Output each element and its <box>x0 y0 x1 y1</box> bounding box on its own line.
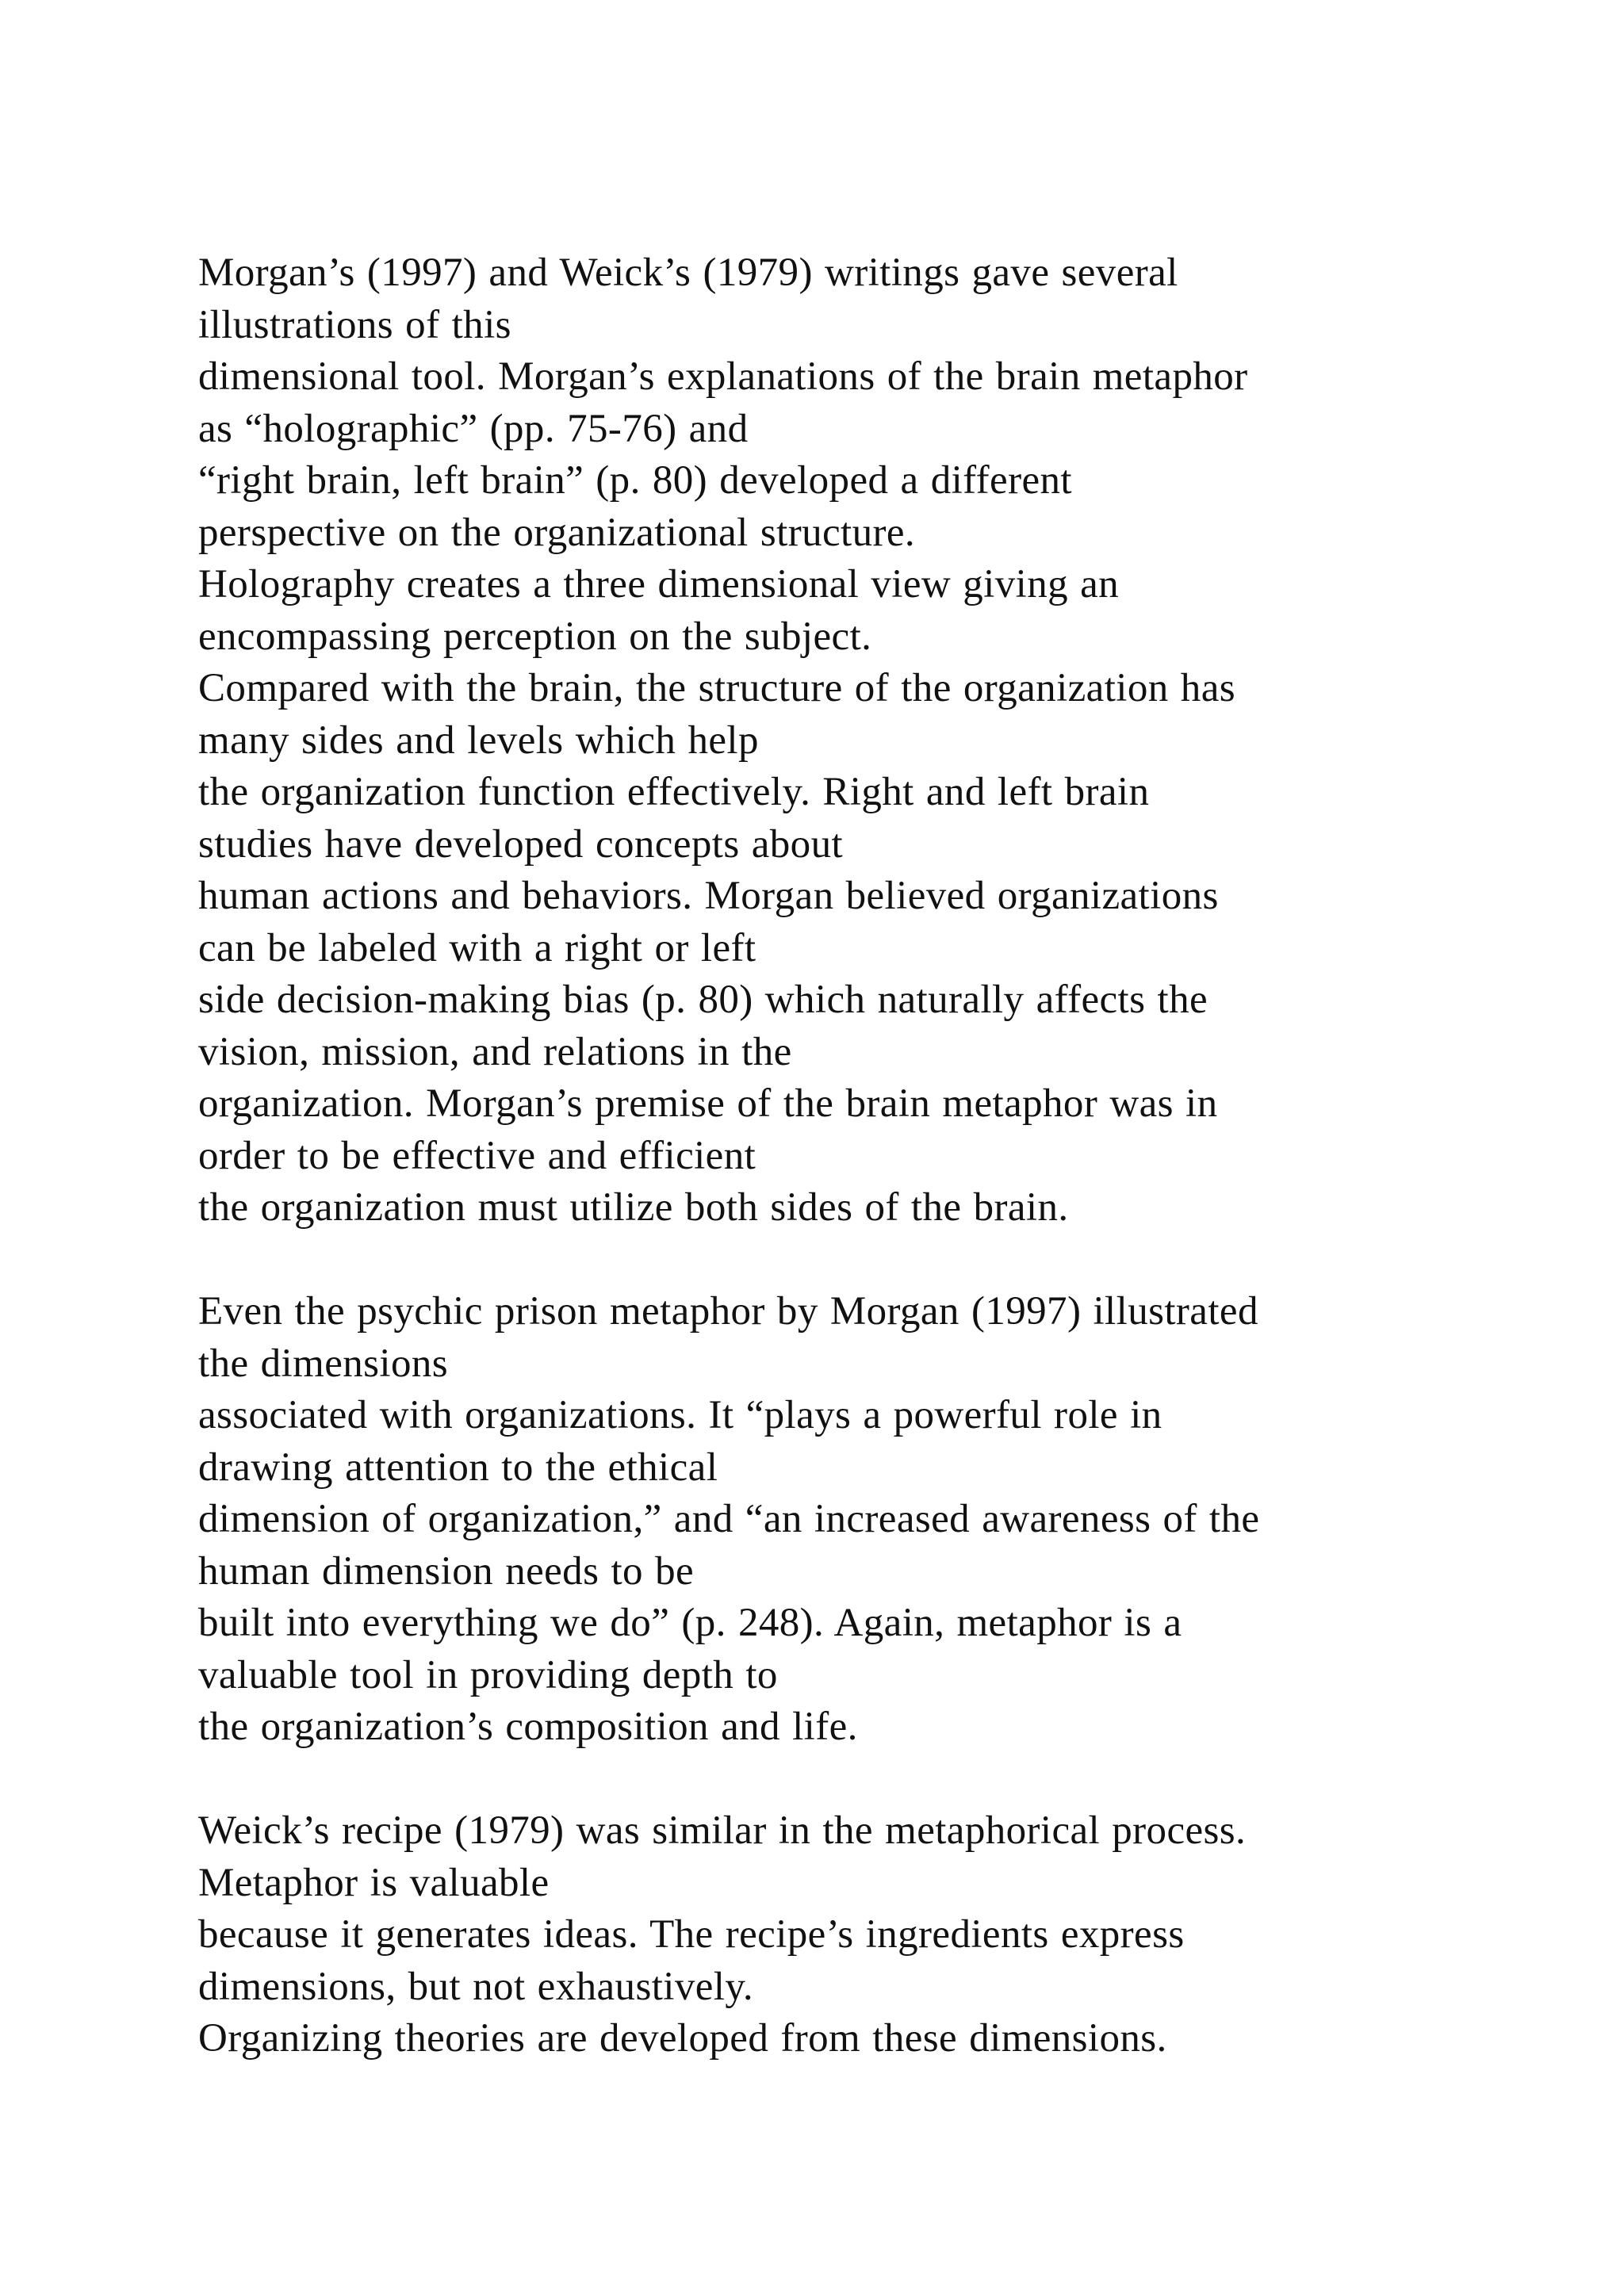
text-line: the dimensions <box>198 1341 448 1386</box>
text-line: the organization function effectively. Right and left brain <box>198 770 1150 814</box>
text-line: as “holographic” (pp. 75-76) and <box>198 406 749 451</box>
text-line: valuable tool in providing depth to <box>198 1652 778 1697</box>
text-line: Holography creates a three dimensional view giving an <box>198 562 1120 607</box>
text-line: dimensional tool. Morgan’s explanations of the brain metaphor <box>198 354 1248 399</box>
text-line: the organization’s composition and life. <box>198 1705 858 1749</box>
text-line: dimensions, but not exhaustively. <box>198 1964 754 2009</box>
text-line: illustrations of this <box>198 302 511 347</box>
text-line: because it generates ideas. The recipe’s ingredients express <box>198 1912 1185 1957</box>
paragraph-spacer <box>198 1234 1435 1287</box>
text-line: side decision-making bias (p. 80) which naturally affects the <box>198 978 1208 1022</box>
text-line: Compared with the brain, the structure of the organization has <box>198 666 1235 710</box>
text-line: “right brain, left brain” (p. 80) developed a different <box>198 458 1072 503</box>
text-line: perspective on the organizational structure. <box>198 510 916 555</box>
text-line: organization. Morgan’s premise of the brain metaphor was in <box>198 1081 1218 1126</box>
text-line: drawing attention to the ethical <box>198 1445 718 1490</box>
text-line: Even the psychic prison metaphor by Morgan (1997) illustrated <box>198 1289 1258 1334</box>
text-line: can be labeled with a right or left <box>198 925 756 970</box>
text-line: Organizing theories are developed from these dimensions. <box>198 2016 1167 2061</box>
text-line: order to be effective and efficient <box>198 1133 756 1178</box>
text-line: human dimension needs to be <box>198 1548 695 1594</box>
paragraph-2 <box>198 1286 1435 1754</box>
text-line: the organization must utilize both sides of the brain. <box>198 1185 1069 1230</box>
text-line: encompassing perception on the subject. <box>198 614 872 659</box>
text-line: associated with organizations. It “plays a powerful role in <box>198 1393 1162 1437</box>
text-line: vision, mission, and relations in the <box>198 1029 792 1074</box>
text-line: Morgan’s (1997) and Weick’s (1979) writings gave several <box>198 251 1178 295</box>
text-line: many sides and levels which help <box>198 718 759 763</box>
text-line: Weick’s recipe (1979) was similar in the metaphorical process. <box>198 1808 1247 1853</box>
text-line: built into everything we do” (p. 248). Again, metaphor is a <box>198 1601 1182 1645</box>
paragraph-3 <box>198 1805 1435 2065</box>
paragraph-1 <box>198 247 1435 1234</box>
text-line: human actions and behaviors. Morgan believed organizations <box>198 874 1219 918</box>
text-line: dimension of organization,” and “an increased awareness of the <box>198 1497 1260 1541</box>
text-line: studies have developed concepts about <box>198 821 844 867</box>
text-line: Metaphor is valuable <box>198 1860 550 1905</box>
paragraph-spacer <box>198 1754 1435 1806</box>
document-body <box>198 247 1435 2065</box>
